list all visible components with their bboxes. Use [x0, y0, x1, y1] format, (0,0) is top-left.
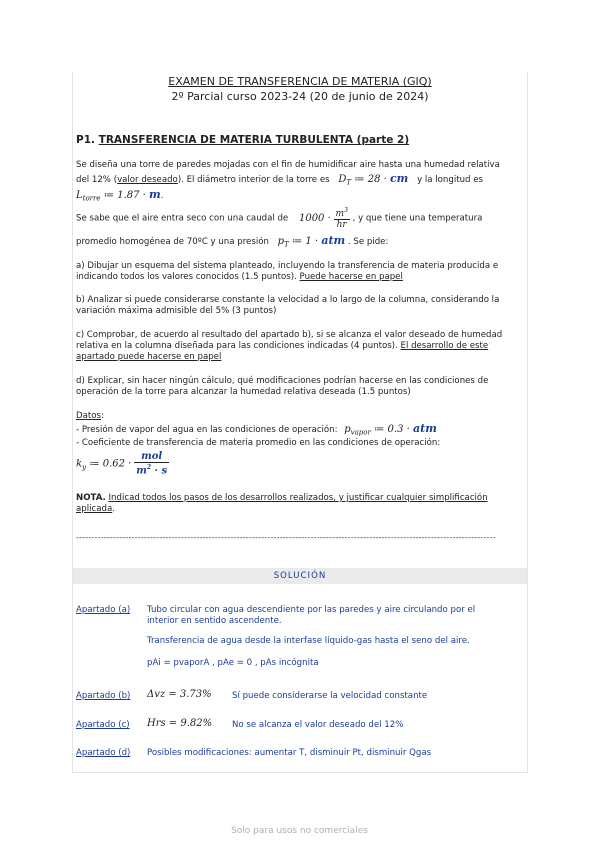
exam-title: EXAMEN DE TRANSFERENCIA DE MATERIA (GIQ) [168, 75, 432, 88]
separator-line: ---------------------------------------------------------------------------------------------------------------------------------------- [76, 533, 496, 542]
apartado-c-text: No se alcanza el valor deseado del 12% [232, 720, 404, 730]
apartado-d-label: Apartado (d) [76, 748, 131, 758]
dato-coeficiente: - Coeficiente de transferencia de materia promedio en las condiciones de operación: [76, 438, 441, 448]
exam-page [72, 72, 528, 773]
intro-line-1: Se diseña una torre de paredes mojadas con el fin de humidificar aire hasta una humedad relativa [76, 160, 500, 170]
question-b: b) Analizar si puede considerarse constante la velocidad a lo largo de la columna, considerando la variación máxima admisible del 5% (3 puntos) [76, 295, 500, 316]
apartado-b-formula: Δvz = 3.73% [147, 689, 212, 700]
flow-fraction: $\frac{m^3}{hr}$ [335, 207, 348, 230]
dato-presion-vapor: - Presión de vapor del agua en las condiciones de operación: $p_{vapor}$ ≔ 0.3 · atm [76, 422, 437, 437]
apartado-c-label: Apartado (c) [76, 720, 130, 730]
temperature-line: promedio homogénea de 70ºC y una presión $p_T$ ≔ 1 · atm . Se pide: [76, 234, 389, 249]
footer-watermark: Solo para usos no comerciales [231, 826, 368, 836]
ky-formula: $k_y$ ≔ 0.62 · $\frac{\text{mol}}{m^2 \cdot s}$ [76, 451, 168, 477]
solution-label: SOLUCIÓN [273, 571, 327, 581]
apartado-b-text: Sí puede considerarse la velocidad constante [232, 691, 428, 701]
question-d: d) Explicar, sin hacer ningún cálculo, qué modificaciones podrían hacerse en las condiciones de operación de la torre para alcanzar la humedad relativa deseada (1.5 puntos) [76, 376, 489, 397]
question-a: a) Dibujar un esquema del sistema planteado, incluyendo la transferencia de materia producida e indicando todos los valores conocidos (1.5 puntos). Puede hacerse en papel [76, 261, 499, 282]
datos-label: Datos: [76, 411, 104, 421]
apartado-b-label: Apartado (b) [76, 691, 131, 701]
diameter-formula: $D_T$ ≔ 28 · cm [338, 172, 409, 187]
apartado-a-label: Apartado (a) [76, 605, 131, 615]
question-c: c) Comprobar, de acuerdo al resultado del apartado b), si se alcanza el valor deseado de humedad relativa en la columna diseñada para las condiciones indicadas (4 puntos). El desarrollo de este apartado puede hacerse en papel [76, 330, 503, 362]
intro-line-2: del 12% (valor deseado). El diámetro interior de la torre es $D_T$ ≔ 28 · cm y la longitud es [76, 172, 483, 187]
flow-line: Se sabe que el aire entra seco con una caudal de 1000 · $\frac{m^3}{hr}$ , y que tiene una temperatura [76, 207, 483, 230]
apartado-c-formula: Hrs = 9.82% [147, 718, 213, 729]
apartado-d-text: Posibles modificaciones: aumentar T, disminuir Pt, disminuir Qgas [147, 748, 432, 758]
nota: NOTA. Indicad todos los pasos de los desarrollos realizados, y justificar cualquier simplificación aplicada. [76, 493, 488, 514]
apartado-a-text: Tubo circular con agua descendiente por las paredes y aire circulando por el interior en sentido ascendente. Transferencia de agua desde la interfase líquido-gas hasta el seno del aire. pAi = pvaporA , pAe = 0 , pAs incógnita [147, 605, 476, 668]
problem-heading: P1. TRANSFERENCIA DE MATERIA TURBULENTA (parte 2) [76, 134, 410, 146]
exam-subtitle: 2º Parcial curso 2023-24 (20 de junio de 2024) [171, 90, 429, 103]
length-formula: $L_{torre}$ ≔ 1.87 · m. [76, 188, 164, 203]
